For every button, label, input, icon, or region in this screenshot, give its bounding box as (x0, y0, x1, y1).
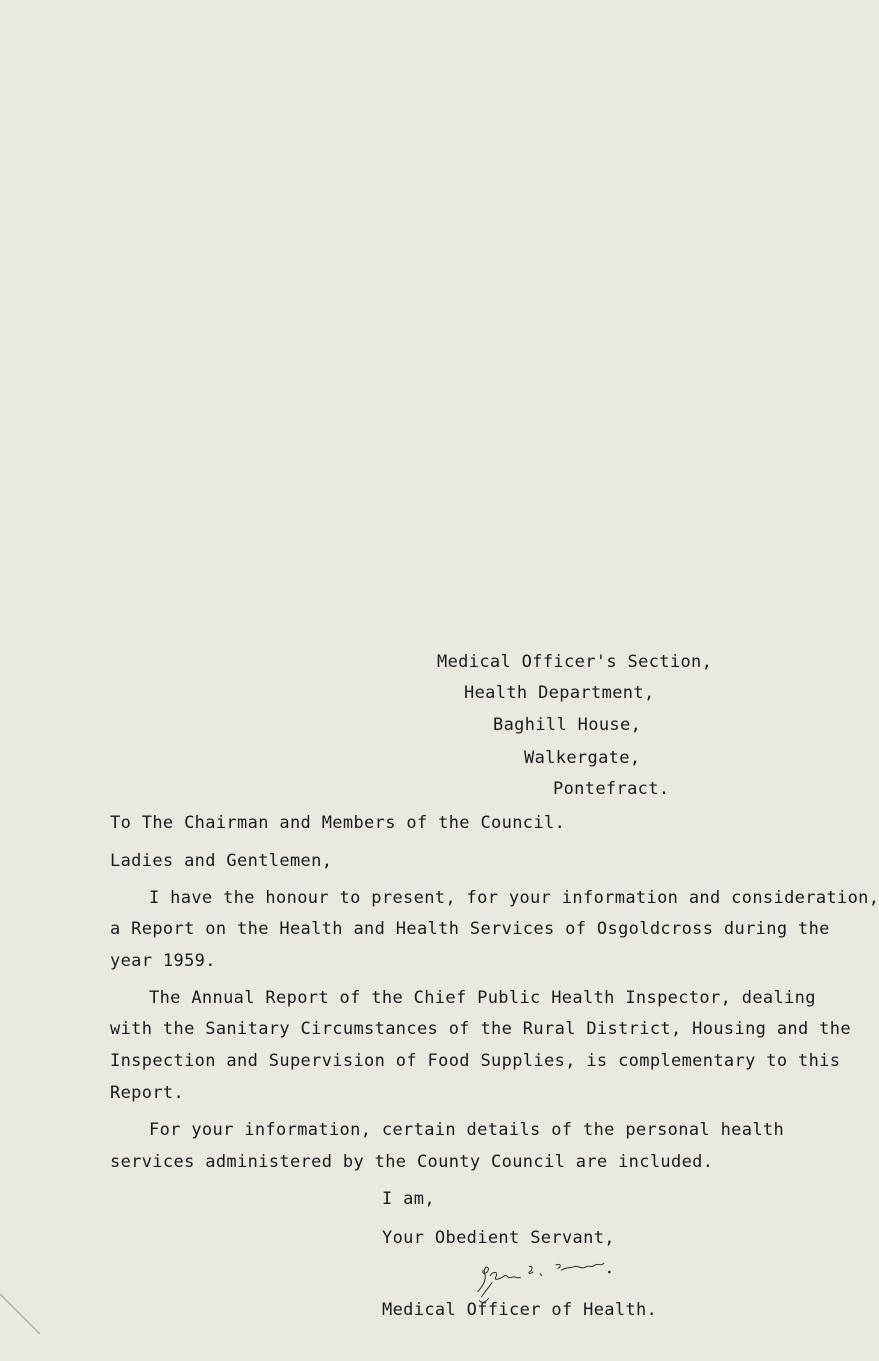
closing-i-am: I am, (382, 1189, 435, 1209)
paragraph-line: services administered by the County Council are included. (110, 1152, 714, 1172)
handwritten-signature (476, 1258, 636, 1318)
paragraph-line: Inspection and Supervision of Food Supplies, is complementary to this (110, 1051, 841, 1071)
address-line-2: Health Department, (464, 683, 655, 703)
paragraph-line: For your information, certain details of the personal health (149, 1120, 785, 1140)
address-line-3: Baghill House, (493, 715, 642, 735)
address-line-1: Medical Officer's Section, (437, 652, 713, 672)
paragraph-line: year 1959. (110, 951, 216, 971)
paragraph-line: I have the honour to present, for your information and consideration, (149, 888, 879, 908)
paragraph-line: with the Sanitary Circumstances of the Rural District, Housing and the (110, 1019, 851, 1039)
page-corner-mark (0, 1290, 60, 1360)
address-line-4: Walkergate, (524, 748, 641, 768)
closing-servant: Your Obedient Servant, (382, 1228, 615, 1248)
paragraph-line: a Report on the Health and Health Services of Osgoldcross during the (110, 919, 830, 939)
recipient-line: To The Chairman and Members of the Council. (110, 813, 566, 833)
officer-title: Medical Officer of Health. (382, 1300, 658, 1320)
greeting: Ladies and Gentlemen, (110, 851, 333, 871)
paragraph-line: Report. (110, 1083, 185, 1103)
paragraph-line: The Annual Report of the Chief Public Health Inspector, dealing (149, 988, 816, 1008)
address-line-5: Pontefract. (553, 779, 670, 799)
